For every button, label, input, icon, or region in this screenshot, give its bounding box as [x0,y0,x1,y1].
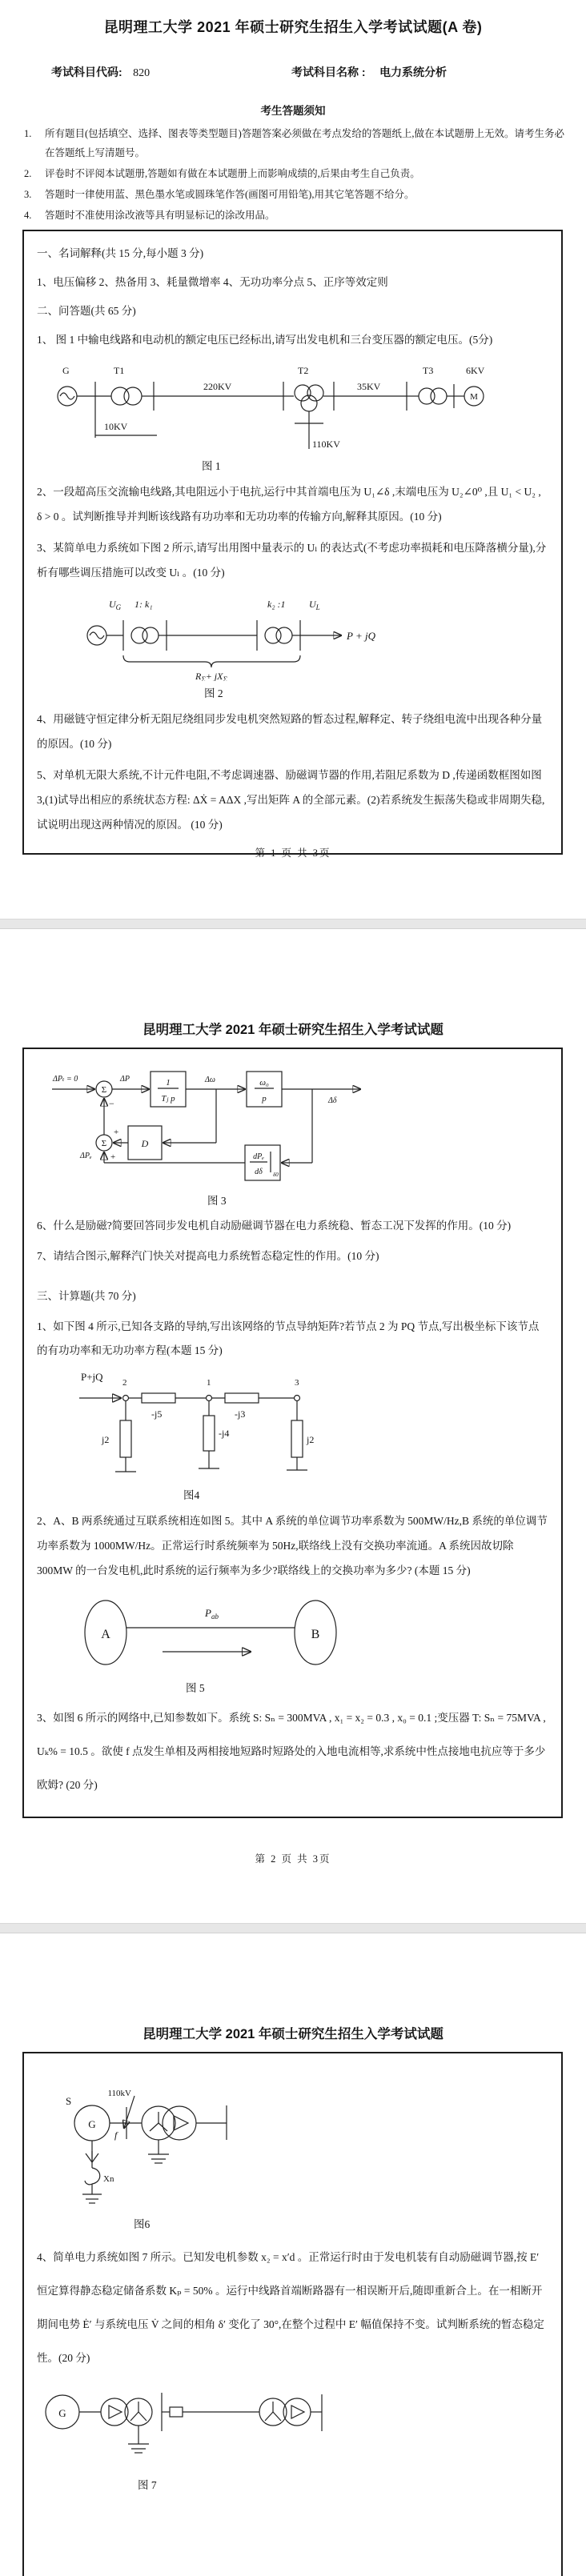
question-3-3: 3、如图 6 所示的网络中,已知参数如下。系统 S: Sₙ = 300MVA , x₁ = x₂ = 0.3 , x₀ = 0.1 ;变压器 T: Sₙ = 75MVA , Uₖ% = 10.5 。欲使 f 点发生单相及两相接地短路时短路处的入地电流相等,求系统中性点接地电抗应等于多少欧姆? (20 分) [37,1712,546,1791]
questions-box-page3 [22,2052,563,2576]
damping-block [128,1126,162,1160]
transformer-2-symbol [259,2398,311,2426]
line-220kv-label: 220KV [203,381,232,392]
subject-name-label: 考试科目名称 : [291,66,366,78]
figure-1-caption: 图 1 [202,460,221,472]
notice-item [24,164,565,183]
generator-symbol [74,2105,110,2141]
svg-text:ω₀: ω₀ [259,1078,269,1088]
branch-1-3-label: -j3 [235,1408,246,1420]
figure-5 [37,1589,548,1695]
subject-code-label: 考试科目代码: [51,66,122,78]
generator-label: G [58,2407,66,2419]
figure-7 [37,2383,548,2492]
notice-title: 考生答题须知 [260,105,326,117]
branch-10kv [95,421,157,435]
fault-point-label: f [114,2129,118,2141]
subject-code-value: 820 [133,67,151,79]
node-3 [295,1378,300,1401]
page-1 [0,0,586,919]
ddelta-label: Δδ [328,1096,337,1105]
page-2-header: 昆明理工大学 2021 年硕士研究生招生入学考试试题 [142,1023,444,1037]
line-10kv-label: 10KV [104,421,128,432]
subject-name-value: 电力系统分析 [379,66,448,78]
question-2-7: 7、请结合图示,解释汽门快关对提高电力系统暂态稳定性的作用。(10 分) [37,1250,379,1262]
notice-item-text: 答题时一律使用蓝、黑色墨水笔或圆珠笔作答(画图可用铅笔),用其它笔答题不给分。 [45,189,415,200]
generator-symbol [87,626,106,645]
line-110kv-label: 110KV [312,439,340,450]
section1-heading: 一、名词解释(共 15 分,每小题 3 分) [37,247,204,259]
svg-text:δ0: δ0 [273,1172,279,1178]
domega-label: Δω [205,1076,215,1084]
generator-label: G [62,365,70,376]
line-35kv-label: 35KV [357,381,381,392]
page-separator [0,919,586,929]
notice-item-number: 3. [24,189,32,200]
system-s-label: S [66,2095,72,2107]
summing-junction-1 [96,1081,112,1097]
transformer-ground [148,2140,169,2163]
figure-3-diagram [48,1059,368,1188]
question-2-3: 3、某简单电力系统如下图 2 所示,请写出用图中量表示的 Uₗ 的表达式(不考虑功率损耗和电压降落横分量),分析有哪些调压措施可以改变 Uₗ 。(10 分) [37,542,547,579]
figure-6 [37,2085,548,2231]
input-label: ΔPₜ = 0 [53,1075,78,1084]
question-3-4: 4、简单电力系统如图 7 所示。已知发电机参数 x₂ = x′d 。正常运行时由于发电机装有自动励磁调节器,按 E′ 恒定算得静态稳定储备系数 Kₚ = 50% 。运行中线路首端断路器有一相误断开后,随即重新合上。在一相断开期间电势 Ė′ 与系统电压 V̇ 之间的相角 δ′ 变化了 30°,在整个过程中 E′ 幅值保持不变。试判断系统的暂态稳定性。(20 分) [37,2251,544,2364]
subject-code [51,64,291,80]
questions-box-page1 [22,230,563,855]
minus-sign: − [109,1098,114,1109]
figure-7-caption: 图 7 [138,2479,157,2491]
inertia-block [151,1072,186,1107]
neutral-grounding [82,2141,114,2203]
figure-4-diagram [79,1369,343,1483]
dpe-label: ΔPₑ [80,1152,92,1160]
subject-row [0,64,586,80]
transformer-t3-symbol [419,365,447,404]
figure-4 [37,1369,548,1502]
node-1 [207,1378,212,1401]
subject-name [291,64,447,80]
page-separator [0,1923,586,1933]
page-3-header: 昆明理工大学 2021 年硕士研究生招生入学考试试题 [142,2027,444,2041]
generator-symbol [58,365,77,406]
question-2-2: 2、一段超高压交流输电线路,其电阻远小于电抗,运行中其首端电压为 U₁∠δ ,末端电压为 U₂∠0⁰ ,且 U₁ < U₂ , δ > 0 。试判断推导并判断该线路有功功率和无功功率的传输方向,解释其原因。(10 分) [37,486,541,523]
shunt-node-2 [101,1401,136,1472]
figure-6-caption: 图6 [134,2218,151,2230]
pab-label: $P_{ab}$ [205,1607,219,1621]
ratio1-label: 1: k₁ [134,599,153,610]
notice-item-text: 答题时不准使用涂改液等具有明显标记的涂改用品。 [45,210,275,221]
exam-title: 昆明理工大学 2021 年硕士研究生招生入学考试试题(A 卷) [103,19,483,35]
figure-3 [37,1059,548,1208]
notice-item-number: 1. [24,128,32,139]
figure-4-caption: 图4 [183,1489,200,1501]
plus-sign: + [110,1152,116,1162]
generator-label: G [88,2118,96,2130]
section3-heading: 三、计算题(共 70 分) [37,1290,136,1302]
sigma-symbol: Σ [101,1139,107,1148]
sigma-symbol: Σ [101,1085,107,1095]
motor-symbol [464,365,485,406]
integrator-block [247,1072,282,1107]
page-1-footer: 第 1 页 共 3页 [255,847,331,859]
svg-text:1: 1 [207,1378,211,1388]
figure-3-caption: 图 3 [207,1195,227,1207]
notice-item [24,124,565,162]
svg-text:dδ: dδ [255,1168,263,1176]
page-3 [0,1933,586,2576]
transformer-1-ground [128,2426,149,2453]
figure-6-diagram [56,2085,296,2212]
notice-item-number: 4. [24,210,32,221]
svg-text:Tⱼ p: Tⱼ p [161,1094,175,1104]
load-label: P+jQ [81,1371,103,1383]
notice-list [0,124,586,225]
system-a [85,1600,126,1665]
brace [123,655,300,667]
transformer-t1-symbol [111,365,142,405]
questions-box-page2 [22,1048,563,1818]
notice-item [24,206,565,225]
shunt-1-label: -j4 [219,1428,230,1439]
impedance-label: $R_\Sigma+ jX_\Sigma$ [195,671,227,681]
notice-item-text: 所有题目(包括填空、选择、图表等类型题目)答题答案必须做在考点发给的答题纸上,做在本试题册上无效。请考生务必在答题纸上写清题号。 [45,128,564,158]
shunt-node-3 [287,1401,314,1470]
plus-sign: + [114,1128,119,1137]
dp-label: ΔP [120,1075,130,1084]
t3-label: T3 [423,365,434,376]
notice-item [24,185,565,204]
notice-item-number: 2. [24,168,32,179]
question-2-1: 1、 图 1 中输电线路和电动机的额定电压已经标出,请写出发电机和三台变压器的额定电压。(5分) [37,334,493,346]
breaker [170,2407,183,2417]
question-2-4: 4、用磁链守恒定律分析无阻尼绕组同步发电机突然短路的暂态过程,解释定、转子绕组电流中出现各种分量的原因。(10 分) [37,713,543,750]
question-3-1: 1、如下图 4 所示,已知各支路的导纳,写出该网络的节点导纳矩阵?若节点 2 为 PQ 节点,写出极坐标下该节点的有功功率和无功功率方程(本题 15 分) [37,1320,540,1356]
figure-2-diagram [77,591,413,681]
transformer-symbol [142,2106,196,2140]
transformer-1-symbol [131,627,159,643]
motor-label: M [470,392,478,402]
generator-symbol [46,2395,79,2429]
section2-heading: 二、问答题(共 65 分) [37,305,136,317]
figure-2 [37,591,548,700]
page-2-footer: 第 2 页 共 3页 [255,1853,331,1865]
section1-terms: 1、电压偏移 2、热备用 3、耗量微增率 4、无功功率分点 5、正序等效定则 [37,276,388,288]
branch-2-1 [142,1393,175,1403]
svg-text:p: p [262,1094,267,1104]
branch-1-3 [225,1393,259,1403]
shunt-2-label: j2 [102,1434,110,1445]
transformer-2-symbol [265,627,292,643]
question-2-6: 6、什么是励磁?简要回答同步发电机自动励磁调节器在电力系统稳、暂态工况下发挥的作用。(10 分) [37,1220,512,1232]
svg-text:B: B [311,1628,320,1641]
question-2-5: 5、对单机无限大系统,不计元件电阻,不考虑调速器、励磁调节器的作用,若阻尼系数为 D ,传递函数框图如图 3,(1)试导出相应的系统状态方程: ΔẊ = AΔX ,写出矩阵 A 的全部元素。(2)若系统发生振荡失稳或非周期失稳,试说明出现这两种情况的原因。 (10 分) [37,769,545,831]
t2-label: T2 [298,365,309,376]
load-label: P + jQ [347,630,375,642]
figure-5-diagram [78,1589,343,1676]
motor-6kv-label: 6KV [466,365,485,376]
ul-label: $U_L$ [309,599,320,611]
synchronizing-power-block [245,1145,280,1180]
figure-5-caption: 图 5 [186,1682,205,1694]
summing-junction-2 [96,1135,112,1151]
figure-7-diagram [37,2383,341,2463]
svg-text:dPₑ: dPₑ [253,1152,264,1161]
figure-1-diagram [37,358,520,454]
transformer-1-symbol [101,2398,152,2426]
node-2 [122,1378,129,1401]
branch-2-1-label: -j5 [151,1408,163,1420]
svg-text:2: 2 [122,1378,127,1388]
voltage-110kv-label: 110kV [107,2089,131,2098]
shunt-node-1 [199,1401,229,1468]
ug-label: $U_G$ [109,599,122,611]
xn-label: Xn [103,2174,114,2184]
svg-text:1: 1 [166,1078,171,1088]
figure-1 [37,358,548,473]
ratio2-label: k₂ :1 [267,599,286,610]
svg-text:3: 3 [295,1378,299,1388]
svg-text:D: D [141,1138,149,1149]
shunt-3-label: j2 [307,1434,315,1445]
page-2 [0,929,586,1923]
question-3-2: 2、A、B 两系统通过互联系统相连如图 5。其中 A 系统的单位调节功率系数为 500MW/Hz,B 系统的单位调节功率系数为 1000MW/Hz。正常运行时系统频率为 50Hz,联络线上没有交换功率流通。A 系统因故切除 300MW 的一台发电机,此时系统的运行频率为多少?联络线上的交换功率为多少? (本题 15 分) [37,1515,548,1576]
notice-item-text: 评卷时不评阅本试题册,答题如有做在本试题册上而影响成绩的,后果由考生自己负责。 [45,168,420,179]
system-b [295,1600,336,1665]
svg-text:A: A [101,1628,110,1641]
t1-label: T1 [114,365,125,376]
figure-2-caption: 图 2 [204,687,223,699]
